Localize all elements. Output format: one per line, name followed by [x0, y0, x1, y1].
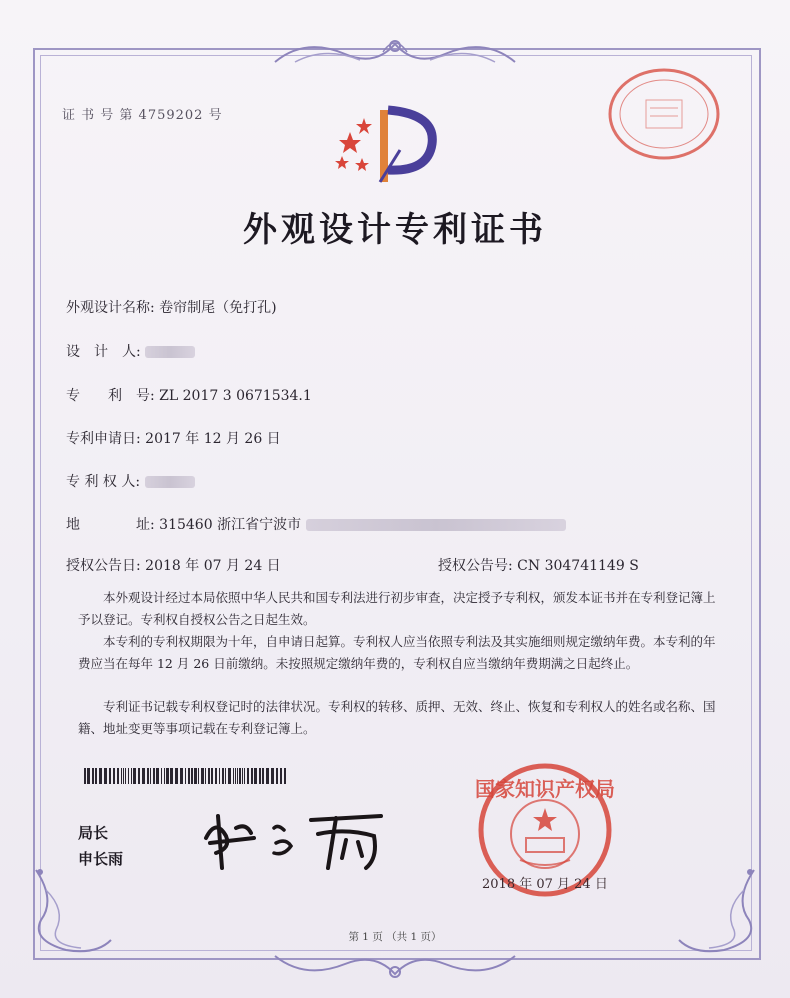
body-paragraph-3: 专利证书记载专利权登记时的法律状况。专利权的转移、质押、无效、终止、恢复和专利权人的姓名或名称、国籍、地址变更等事项记载在专利登记簿上。 — [78, 699, 716, 736]
filing-date-label: 专利申请日: — [66, 431, 141, 447]
certificate-number-value: 4759202 — [138, 108, 204, 123]
address-row — [66, 514, 566, 534]
body-paragraph-1: 本外观设计经过本局依照中华人民共和国专利法进行初步审查，决定授予专利权，颁发本证书并在专利登记簿上予以登记。专利权自授权公告之日起生效。 — [78, 590, 716, 627]
filing-date-row — [66, 428, 281, 448]
certificate-number-suffix: 号 — [208, 108, 223, 123]
certificate-title: 外观设计专利证书 — [243, 210, 547, 250]
patentee-row — [66, 471, 195, 491]
director-name: 申长雨 — [78, 850, 124, 868]
barcode-icon — [84, 768, 290, 784]
patent-number-row — [66, 385, 312, 405]
announce-date-label: 授权公告日: — [66, 558, 141, 574]
patentee-label: 专 利 权 人: — [66, 474, 141, 490]
address-redacted — [306, 519, 566, 531]
patent-number-label: 专 利 号: — [66, 388, 155, 404]
filing-date-value: 2017 年 12 月 26 日 — [145, 431, 281, 447]
designer-label: 设 计 人: — [66, 344, 141, 360]
certificate-number — [62, 104, 223, 123]
address-label: 地 址: — [66, 517, 155, 533]
design-name-label: 外观设计名称: — [66, 300, 155, 316]
patentee-redacted — [145, 476, 195, 488]
address-value: 315460 浙江省宁波市 — [159, 517, 302, 533]
director-title: 局长 — [78, 824, 109, 842]
designer-row — [66, 341, 195, 361]
announce-number-value: CN 304741149 S — [517, 558, 639, 574]
corner-ornament-left-icon — [26, 860, 116, 960]
designer-redacted — [145, 346, 195, 358]
patent-office-logo-icon — [328, 100, 448, 190]
bottom-ornament-icon — [265, 950, 525, 986]
seal-date: 2018 年 07 月 24 日 — [482, 877, 608, 892]
top-ornament-icon — [265, 32, 525, 72]
design-name-value: 卷帘制尾（免打孔) — [159, 300, 277, 316]
top-right-seal-icon — [604, 64, 724, 164]
announce-date-row — [66, 555, 281, 575]
announce-date-value: 2018 年 07 月 24 日 — [145, 558, 281, 574]
design-name-row — [66, 297, 277, 317]
certificate-number-label: 证 书 号 第 — [62, 108, 134, 123]
corner-ornament-right-icon — [674, 860, 764, 960]
handwritten-signature-icon — [196, 798, 396, 878]
seal-text: 国家知识产权局 — [475, 777, 615, 801]
body-paragraph-2: 本专利的专利权期限为十年，自申请日起算。专利权人应当依照专利法及其实施细则规定缴纳年费。本专利的年费应当在每年 12 月 26 日前缴纳。未按照规定缴纳年费的，专利权自应当缴纳年费期满之日起终止。 — [78, 634, 716, 671]
patent-number-value: ZL 2017 3 0671534.1 — [159, 388, 312, 404]
announce-number-label: 授权公告号: — [438, 558, 513, 574]
page-footer: 第 1 页 （共 1 页） — [348, 931, 442, 943]
announce-number-row — [438, 555, 639, 575]
